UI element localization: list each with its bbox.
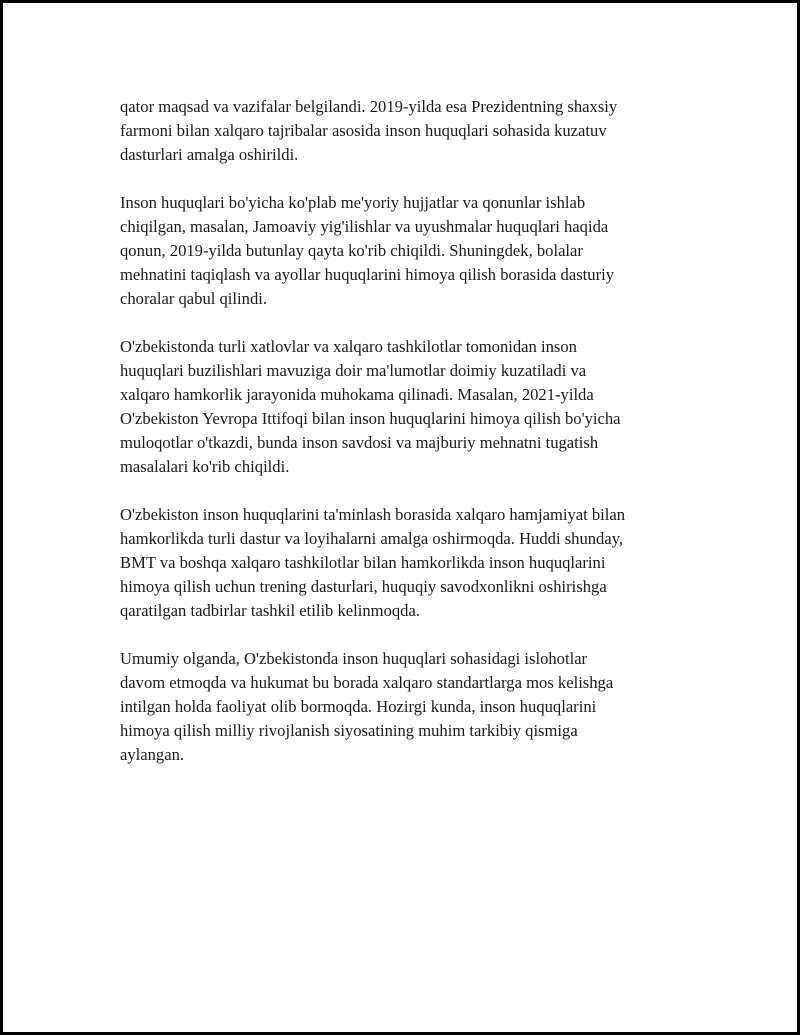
text-line: dasturlari amalga oshirildi.: [120, 145, 299, 164]
paragraph-3: [120, 335, 700, 479]
document-body: [120, 95, 700, 791]
text-line: BMT va boshqa xalqaro tashkilotlar bilan hamkorlikda inson huquqlarini: [120, 553, 606, 572]
text-line: himoya qilish milliy rivojlanish siyosatining muhim tarkibiy qismiga: [120, 721, 578, 740]
text-line: Umumiy olganda, O'zbekistonda inson huquqlari sohasidagi islohotlar: [120, 649, 588, 668]
text-line: hamkorlikda turli dastur va loyihalarni amalga oshirmoqda. Huddi shunday,: [120, 529, 624, 548]
text-line: qaratilgan tadbirlar tashkil etilib kelinmoqda.: [120, 601, 420, 620]
text-line: davom etmoqda va hukumat bu borada xalqaro standartlarga mos kelishga: [120, 673, 614, 692]
text-line: intilgan holda faoliyat olib bormoqda. Hozirgi kunda, inson huquqlarini: [120, 697, 597, 716]
text-line: qator maqsad va vazifalar belgilandi. 2019-yilda esa Prezidentning shaxsiy: [120, 97, 618, 116]
paragraph-2: [120, 191, 700, 311]
paragraph-4: [120, 503, 700, 623]
paragraph-5: [120, 647, 700, 767]
text-line: mehnatini taqiqlash va ayollar huquqlarini himoya qilish borasida dasturiy: [120, 265, 615, 284]
text-line: qonun, 2019-yilda butunlay qayta ko'rib chiqildi. Shuningdek, bolalar: [120, 241, 583, 260]
text-line: himoya qilish uchun trening dasturlari, huquqiy savodxonlikni oshirishga: [120, 577, 607, 596]
text-line: O'zbekiston Yevropa Ittifoqi bilan inson huquqlarini himoya qilish bo'yicha: [120, 409, 621, 428]
text-line: O'zbekiston inson huquqlarini ta'minlash borasida xalqaro hamjamiyat bilan: [120, 505, 626, 524]
text-line: xalqaro hamkorlik jarayonida muhokama qilinadi. Masalan, 2021-yilda: [120, 385, 594, 404]
text-line: masalalari ko'rib chiqildi.: [120, 457, 290, 476]
text-line: aylangan.: [120, 745, 185, 764]
text-line: farmoni bilan xalqaro tajribalar asosida inson huquqlari sohasida kuzatuv: [120, 121, 607, 140]
text-line: huquqlari buzilishlari mavuziga doir ma'lumotlar doimiy kuzatiladi va: [120, 361, 587, 380]
text-line: Inson huquqlari bo'yicha ko'plab me'yoriy hujjatlar va qonunlar ishlab: [120, 193, 586, 212]
paragraph-1: [120, 95, 700, 167]
text-line: muloqotlar o'tkazdi, bunda inson savdosi va majburiy mehnatni tugatish: [120, 433, 599, 452]
text-line: choralar qabul qilindi.: [120, 289, 267, 308]
text-line: O'zbekistonda turli xatlovlar va xalqaro tashkilotlar tomonidan inson: [120, 337, 577, 356]
text-line: chiqilgan, masalan, Jamoaviy yig'ilishlar va uyushmalar huquqlari haqida: [120, 217, 609, 236]
